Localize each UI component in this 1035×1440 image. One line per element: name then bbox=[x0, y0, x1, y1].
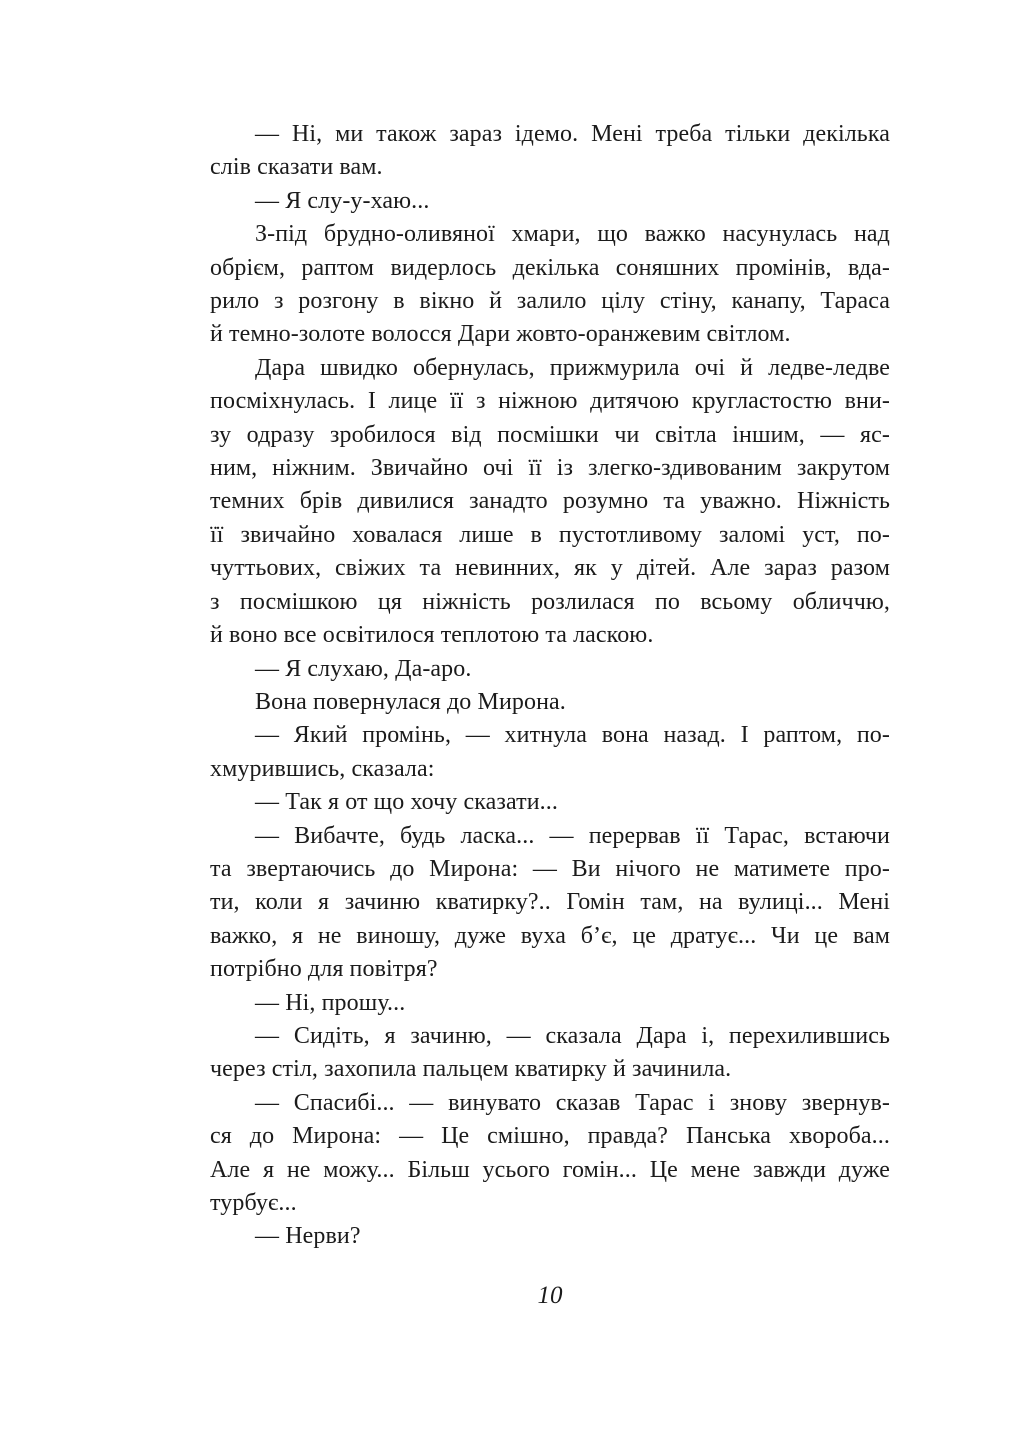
text-line: Але я не можу... Більш усього гомін... Це мене завжди дуже bbox=[210, 1156, 890, 1183]
text-line: потрібно для повітря? bbox=[210, 956, 438, 983]
paragraph bbox=[210, 352, 890, 653]
paragraph bbox=[210, 1020, 890, 1087]
text-line: — Я слу-у-хаю... bbox=[255, 187, 430, 214]
text-line: важко, я не виношу, дуже вуха б’є, це дратує... Чи це вам bbox=[210, 922, 890, 949]
text-line: зу одразу зробилося від посмішки чи світла іншим, — яс- bbox=[210, 421, 890, 448]
text-line: З-під брудно-оливяної хмари, що важко насунулась над bbox=[255, 221, 890, 248]
text-line: її звичайно ховалася лише в пустотливому заломі уст, по- bbox=[210, 521, 890, 548]
text-line: хмурившись, сказала: bbox=[210, 755, 435, 782]
text-line: Дара швидко обернулась, прижмурила очі й ледве-ледве bbox=[255, 354, 890, 381]
paragraph bbox=[210, 118, 890, 185]
text-line: — Який промінь, — хитнула вона назад. І раптом, по- bbox=[255, 722, 890, 749]
text-line: темних брів дивилися занадто розумно та уважно. Ніжність bbox=[210, 488, 890, 515]
text-line: чуттьових, свіжих та невинних, як у дітей. Але зараз разом bbox=[210, 555, 890, 582]
text-line: — Ні, ми також зараз ідемо. Мені треба тільки декілька bbox=[255, 121, 890, 147]
text-line: — Вибачте, будь ласка... — перервав її Тарас, встаючи bbox=[255, 822, 890, 849]
text-line: й воно все освітилося теплотою та ласкою. bbox=[210, 622, 654, 649]
paragraph bbox=[210, 786, 890, 819]
text-line: з посмішкою ця ніжність розлилася по всьому обличчю, bbox=[210, 588, 890, 615]
paragraph bbox=[210, 987, 890, 1020]
text-line: через стіл, захопила пальцем кватирку й зачинила. bbox=[210, 1056, 732, 1083]
text-line: турбує... bbox=[210, 1190, 297, 1216]
text-line: — Ні, прошу... bbox=[255, 989, 406, 1016]
paragraph bbox=[210, 185, 890, 218]
text-line: — Сидіть, я зачиню, — сказала Дара і, перехилившись bbox=[255, 1022, 890, 1049]
text-line: — Нерви? bbox=[255, 1223, 361, 1250]
text-line: та звертаючись до Мирона: — Ви нічого не матимете про- bbox=[210, 855, 890, 882]
paragraph bbox=[210, 653, 890, 686]
page-text-block bbox=[210, 118, 890, 1254]
text-line: рило з розгону в вікно й залило цілу стіну, канапу, Тараса bbox=[210, 288, 890, 315]
paragraph bbox=[210, 1220, 890, 1253]
paragraph bbox=[210, 686, 890, 719]
text-line: Вона повернулася до Мирона. bbox=[255, 688, 566, 715]
text-line: слів сказати вам. bbox=[210, 154, 383, 181]
paragraph bbox=[210, 820, 890, 987]
text-line: ти, коли я зачиню кватирку?.. Гомін там, на вулиці... Мені bbox=[210, 889, 890, 916]
text-line: — Спасибі... — винувато сказав Тарас і знову звернув- bbox=[255, 1089, 890, 1116]
text-line: — Так я от що хочу сказати... bbox=[255, 789, 558, 816]
paragraph bbox=[210, 719, 890, 786]
page-number: 10 bbox=[537, 1282, 563, 1309]
text-line: й темно-золоте волосся Дари жовто-оранжевим світлом. bbox=[210, 321, 791, 348]
paragraph bbox=[210, 1087, 890, 1221]
text-line: ся до Мирона: — Це смішно, правда? Панська хвороба... bbox=[210, 1123, 890, 1150]
text-line: ним, ніжним. Звичайно очі її із злегко-здивованим закрутом bbox=[210, 455, 890, 482]
paragraph bbox=[210, 218, 890, 352]
text-line: обрієм, раптом видерлось декілька соняшних промінів, вда- bbox=[210, 254, 890, 281]
text-line: посміхнулась. І лице її з ніжною дитячою кругластостю вни- bbox=[210, 388, 890, 415]
text-line: — Я слухаю, Да-аро. bbox=[255, 655, 472, 682]
